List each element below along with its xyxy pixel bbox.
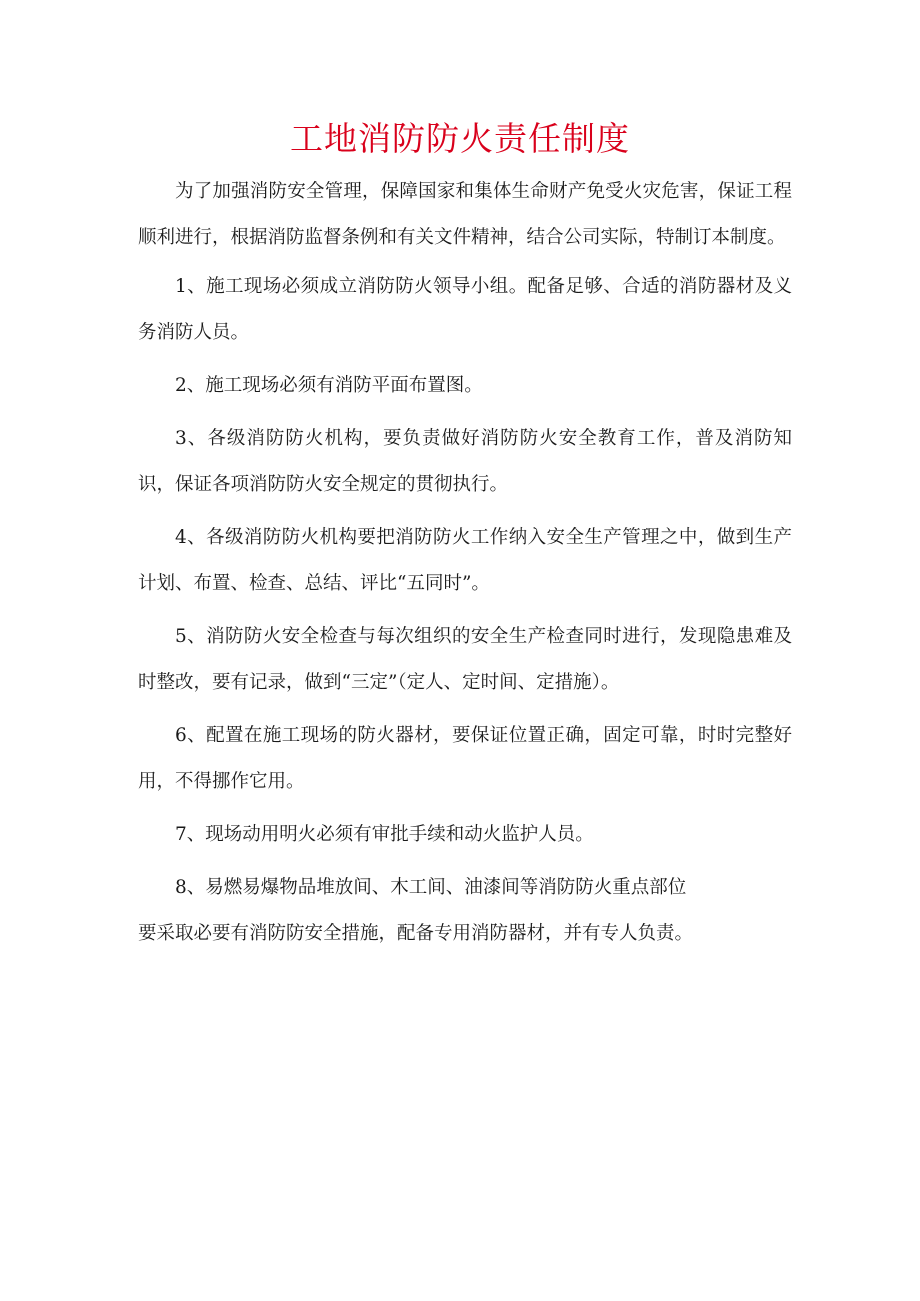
rule-item-3: 3、各级消防防火机构，要负责做好消防防火安全教育工作，普及消防知识，保证各项消防防火安全规定的贯彻执行。 [138, 428, 792, 495]
rule-item-1: 1、施工现场必须成立消防防火领导小组。配备足够、合适的消防器材及义务消防人员。 [138, 276, 792, 343]
rule-item-8-line-2: 要采取必要有消防防安全措施，配备专用消防器材，并有专人负责。 [138, 923, 694, 944]
document-body [138, 169, 792, 964]
rule-item-2: 2、施工现场必须有消防平面布置图。 [175, 375, 483, 396]
rule-item-5: 5、消防防火安全检查与每次组织的安全生产检查同时进行，发现隐患难及时整改，要有记录，做到“三定”（定人、定时间、定措施）。 [138, 626, 792, 693]
rule-item-8-line-1: 8、易燃易爆物品堆放间、木工间、油漆间等消防防火重点部位 [175, 877, 687, 898]
rule-item-7: 7、现场动用明火必须有审批手续和动火监护人员。 [175, 824, 594, 845]
intro-paragraph: 为了加强消防安全管理，保障国家和集体生命财产免受火灾危害，保证工程顺利进行，根据消防监督条例和有关文件精神，结合公司实际，特制订本制度。 [138, 181, 792, 248]
document-title: 工地消防防火责任制度 [290, 119, 630, 158]
rule-item-8 [138, 865, 792, 957]
rule-item-4: 4、各级消防防火机构要把消防防火工作纳入安全生产管理之中，做到生产计划、布置、检查、总结、评比“五同时”。 [138, 527, 792, 594]
rule-item-6: 6、配置在施工现场的防火器材，要保证位置正确，固定可靠，时时完整好用，不得挪作它用。 [138, 725, 792, 792]
